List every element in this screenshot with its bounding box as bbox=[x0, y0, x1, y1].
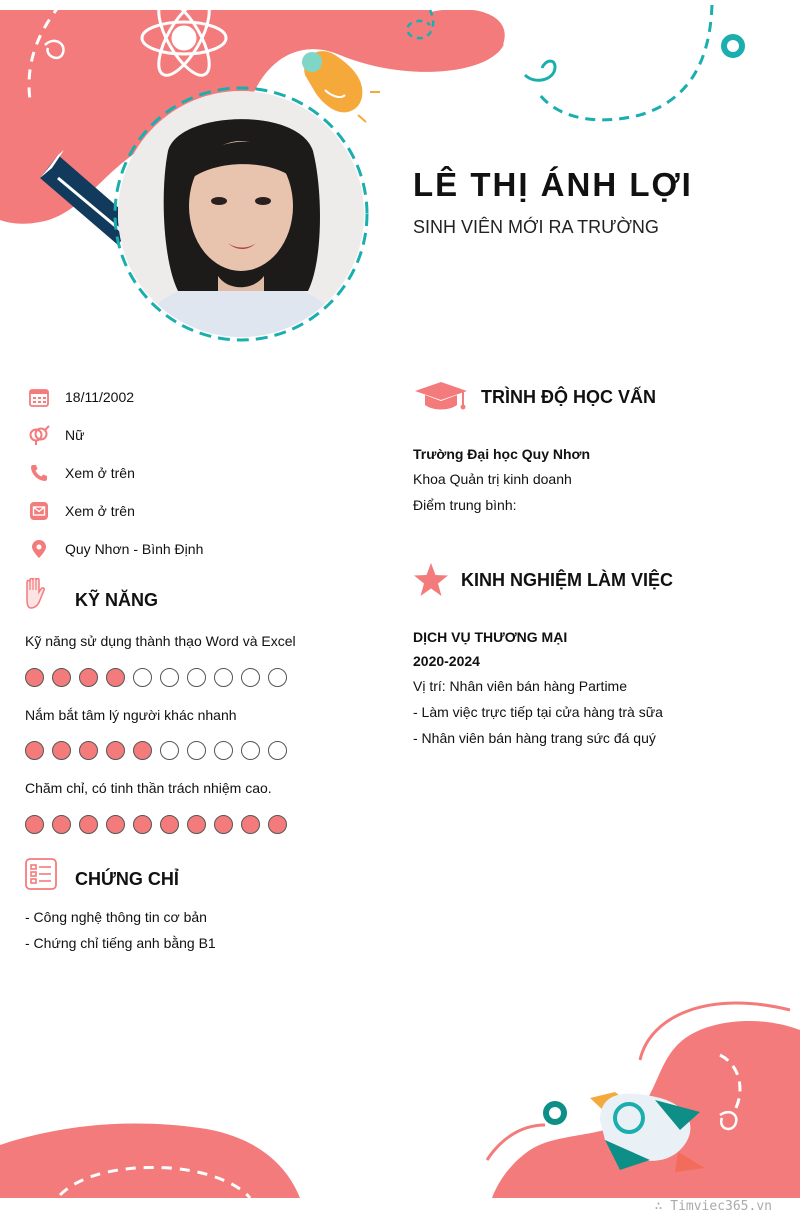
ring-icon bbox=[546, 1104, 564, 1122]
rating-dot-filled bbox=[25, 741, 44, 760]
contact-gender bbox=[28, 424, 85, 446]
rating-dot-filled bbox=[133, 741, 152, 760]
calendar-icon bbox=[28, 386, 50, 408]
rating-dot-empty bbox=[160, 741, 179, 760]
hand-icon bbox=[24, 578, 48, 615]
graduation-cap-icon bbox=[413, 381, 469, 418]
contact-birthday bbox=[28, 386, 135, 408]
work-position: Vị trí: Nhân viên bán hàng Partime bbox=[413, 678, 628, 694]
rating-dot-filled bbox=[52, 668, 71, 687]
contact-phone bbox=[28, 462, 135, 484]
duty-item: - Làm việc trực tiếp tại cửa hàng trà sữa bbox=[413, 704, 663, 720]
skill-label: Nắm bắt tâm lý người khác nhanh bbox=[25, 707, 237, 723]
bottom-left-blob bbox=[0, 1123, 300, 1198]
rating-dot-filled bbox=[79, 668, 98, 687]
rating-dot-filled bbox=[52, 815, 71, 834]
rating-dot-filled bbox=[79, 815, 98, 834]
gender-icon bbox=[28, 424, 50, 446]
contact-email bbox=[28, 500, 135, 522]
rating-dot-filled bbox=[106, 668, 125, 687]
rating-dot-filled bbox=[25, 668, 44, 687]
contact-address bbox=[28, 538, 204, 560]
rating-dot-filled bbox=[52, 741, 71, 760]
rating-dot-empty bbox=[241, 668, 260, 687]
avatar bbox=[118, 91, 364, 337]
candidate-name: LÊ THỊ ÁNH LỢI bbox=[413, 166, 693, 203]
rating-dot-filled bbox=[106, 741, 125, 760]
watermark: ∴ Timviec365.vn bbox=[654, 1199, 772, 1214]
skill-label: Kỹ năng sử dụng thành thạo Word và Excel bbox=[25, 633, 296, 649]
rating-dot-filled bbox=[133, 815, 152, 834]
duty-item: - Nhân viên bán hàng trang sức đá quý bbox=[413, 730, 656, 746]
rating-dot-filled bbox=[187, 815, 206, 834]
rating-dot-empty bbox=[160, 668, 179, 687]
school-name: Trường Đại học Quy Nhơn bbox=[413, 446, 591, 462]
rating-dot-empty bbox=[214, 668, 233, 687]
certificates-title: CHỨNG CHỈ bbox=[75, 869, 179, 889]
rating-dot-empty bbox=[268, 741, 287, 760]
rating-dot-filled bbox=[214, 815, 233, 834]
rating-dot-filled bbox=[241, 815, 260, 834]
skills-title: KỸ NĂNG bbox=[75, 590, 159, 610]
certificate-item: - Công nghệ thông tin cơ bản bbox=[25, 909, 207, 925]
checklist-icon bbox=[25, 858, 57, 895]
phone-value: Xem ở trên bbox=[65, 465, 135, 481]
rating-dot-filled bbox=[268, 815, 287, 834]
ring-icon bbox=[724, 37, 742, 55]
rating-dot-empty bbox=[187, 741, 206, 760]
phone-icon bbox=[28, 462, 50, 484]
job-title: SINH VIÊN MỚI RA TRƯỜNG bbox=[413, 217, 659, 237]
birthday-value: 18/11/2002 bbox=[65, 389, 135, 405]
location-pin-icon bbox=[28, 538, 50, 560]
rating-dot-filled bbox=[106, 815, 125, 834]
rating-dot-empty bbox=[133, 668, 152, 687]
skill-rating bbox=[25, 741, 287, 760]
rating-dot-empty bbox=[214, 741, 233, 760]
faculty: Khoa Quản trị kinh doanh bbox=[413, 471, 572, 487]
rating-dot-filled bbox=[79, 741, 98, 760]
rating-dot-empty bbox=[268, 668, 287, 687]
company-name: DỊCH VỤ THƯƠNG MẠI bbox=[413, 629, 568, 645]
skill-label: Chăm chỉ, có tinh thần trách nhiệm cao. bbox=[25, 780, 272, 796]
skill-rating bbox=[25, 815, 287, 834]
star-icon bbox=[413, 563, 449, 602]
gpa-label: Điểm trung bình: bbox=[413, 497, 517, 513]
gender-value: Nữ bbox=[65, 427, 85, 443]
rating-dot-empty bbox=[241, 741, 260, 760]
mail-icon bbox=[28, 500, 50, 522]
address-value: Quy Nhơn - Bình Định bbox=[65, 541, 204, 557]
profile-photo-frame bbox=[110, 83, 372, 345]
rating-dot-empty bbox=[187, 668, 206, 687]
education-title: TRÌNH ĐỘ HỌC VẤN bbox=[481, 387, 656, 407]
rating-dot-filled bbox=[25, 815, 44, 834]
rating-dot-filled bbox=[160, 815, 179, 834]
email-value: Xem ở trên bbox=[65, 503, 135, 519]
experience-title: KINH NGHIỆM LÀM VIỆC bbox=[461, 570, 674, 590]
skill-rating bbox=[25, 668, 287, 687]
work-period: 2020-2024 bbox=[413, 653, 480, 669]
certificate-item: - Chứng chỉ tiếng anh bằng B1 bbox=[25, 935, 216, 951]
